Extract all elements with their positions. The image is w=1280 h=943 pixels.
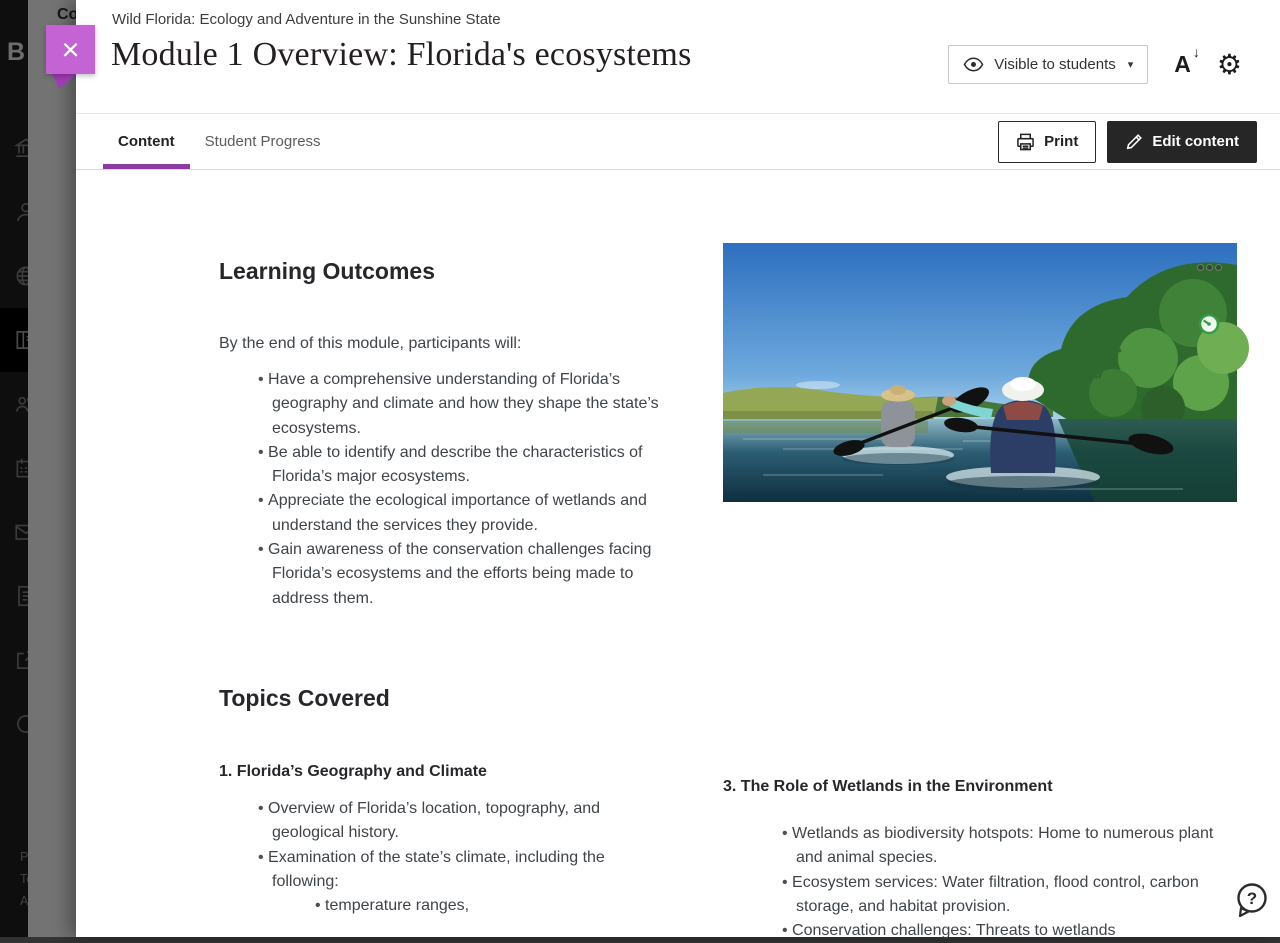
topics-covered-heading: Topics Covered bbox=[219, 684, 390, 711]
ellipsis-menu-icon[interactable] bbox=[1198, 265, 1221, 270]
list-item: • Gain awareness of the conservation challenges facing Florida’s ecosystems and the efforts being made to address them. bbox=[258, 538, 660, 611]
tab-student-progress-label: Student Progress bbox=[204, 133, 321, 150]
page-title: Module 1 Overview: Florida's ecosystems bbox=[111, 36, 692, 73]
learning-outcomes-heading: Learning Outcomes bbox=[219, 258, 435, 284]
caret-down-icon: ▾ bbox=[1127, 59, 1134, 71]
settings-button[interactable] bbox=[1216, 48, 1242, 80]
print-label: Print bbox=[1044, 133, 1079, 150]
help-question-icon bbox=[1232, 881, 1270, 921]
kayak-photo bbox=[723, 243, 1237, 502]
tabs bbox=[76, 114, 336, 169]
learning-outcomes-intro: By the end of this module, participants will: bbox=[219, 335, 522, 352]
edit-content-button[interactable] bbox=[1107, 121, 1257, 163]
list-item: • Ecosystem services: Water filtration, flood control, carbon storage, and habitat provision. bbox=[782, 871, 1237, 920]
list-item: • Have a comprehensive understanding of Florida’s geography and climate and how they shape the state’s ecosystems. bbox=[258, 368, 660, 441]
visibility-dropdown[interactable] bbox=[948, 45, 1148, 84]
print-button[interactable] bbox=[998, 121, 1096, 163]
panel-header bbox=[76, 0, 1280, 114]
gear-icon: ⚙ bbox=[1216, 48, 1242, 80]
edit-content-label: Edit content bbox=[1152, 133, 1239, 150]
topic-3-list bbox=[723, 822, 1237, 943]
course-title: Wild Florida: Ecology and Adventure in the Sunshine State bbox=[112, 11, 501, 28]
tab-content-label: Content bbox=[118, 133, 175, 150]
kayak-photo-image bbox=[723, 243, 1237, 502]
topic-1-list bbox=[219, 797, 660, 894]
ally-arrow-icon: ↓ bbox=[1192, 44, 1200, 60]
tab-student-progress[interactable] bbox=[190, 114, 336, 169]
tab-bar bbox=[76, 114, 1280, 170]
list-item: • Conservation challenges: Threats to wetlands bbox=[782, 919, 1237, 943]
visibility-label: Visible to students bbox=[994, 56, 1116, 73]
pencil-icon bbox=[1125, 133, 1143, 151]
ally-alternative-formats-button[interactable] bbox=[1174, 44, 1200, 77]
content-column-right bbox=[723, 243, 1237, 943]
topic-3-title: 3. The Role of Wetlands in the Environment bbox=[723, 778, 1053, 795]
svg-text:?: ? bbox=[1246, 889, 1258, 908]
document-panel bbox=[76, 0, 1280, 940]
header-controls bbox=[948, 45, 1242, 84]
tab-content[interactable] bbox=[103, 114, 190, 169]
list-item: • Appreciate the ecological importance of wetlands and understand the services they provide. bbox=[258, 489, 660, 538]
topic-1-sublist bbox=[219, 894, 660, 918]
list-item: • Examination of the state’s climate, including the following: bbox=[258, 846, 660, 895]
close-panel-button[interactable] bbox=[46, 25, 95, 74]
list-item: • temperature ranges, bbox=[315, 894, 660, 918]
document-content bbox=[76, 170, 1280, 943]
ally-gauge-icon[interactable] bbox=[1198, 313, 1220, 338]
ally-a-glyph: A bbox=[1174, 51, 1191, 77]
modal-scrim[interactable] bbox=[0, 0, 76, 937]
list-item: • Be able to identify and describe the characteristics of Florida’s major ecosystems. bbox=[258, 441, 660, 490]
learning-outcomes-list bbox=[219, 368, 660, 611]
help-button[interactable] bbox=[1232, 881, 1270, 924]
topic-1-title: 1. Florida’s Geography and Climate bbox=[219, 762, 487, 780]
eye-icon bbox=[963, 57, 984, 72]
printer-icon bbox=[1016, 133, 1035, 151]
list-item: • Overview of Florida’s location, topography, and geological history. bbox=[258, 797, 660, 846]
list-item: • Wetlands as biodiversity hotspots: Home to numerous plant and animal species. bbox=[782, 822, 1237, 871]
close-icon: × bbox=[61, 32, 80, 67]
tab-actions bbox=[998, 121, 1280, 163]
content-column-left bbox=[219, 243, 660, 943]
